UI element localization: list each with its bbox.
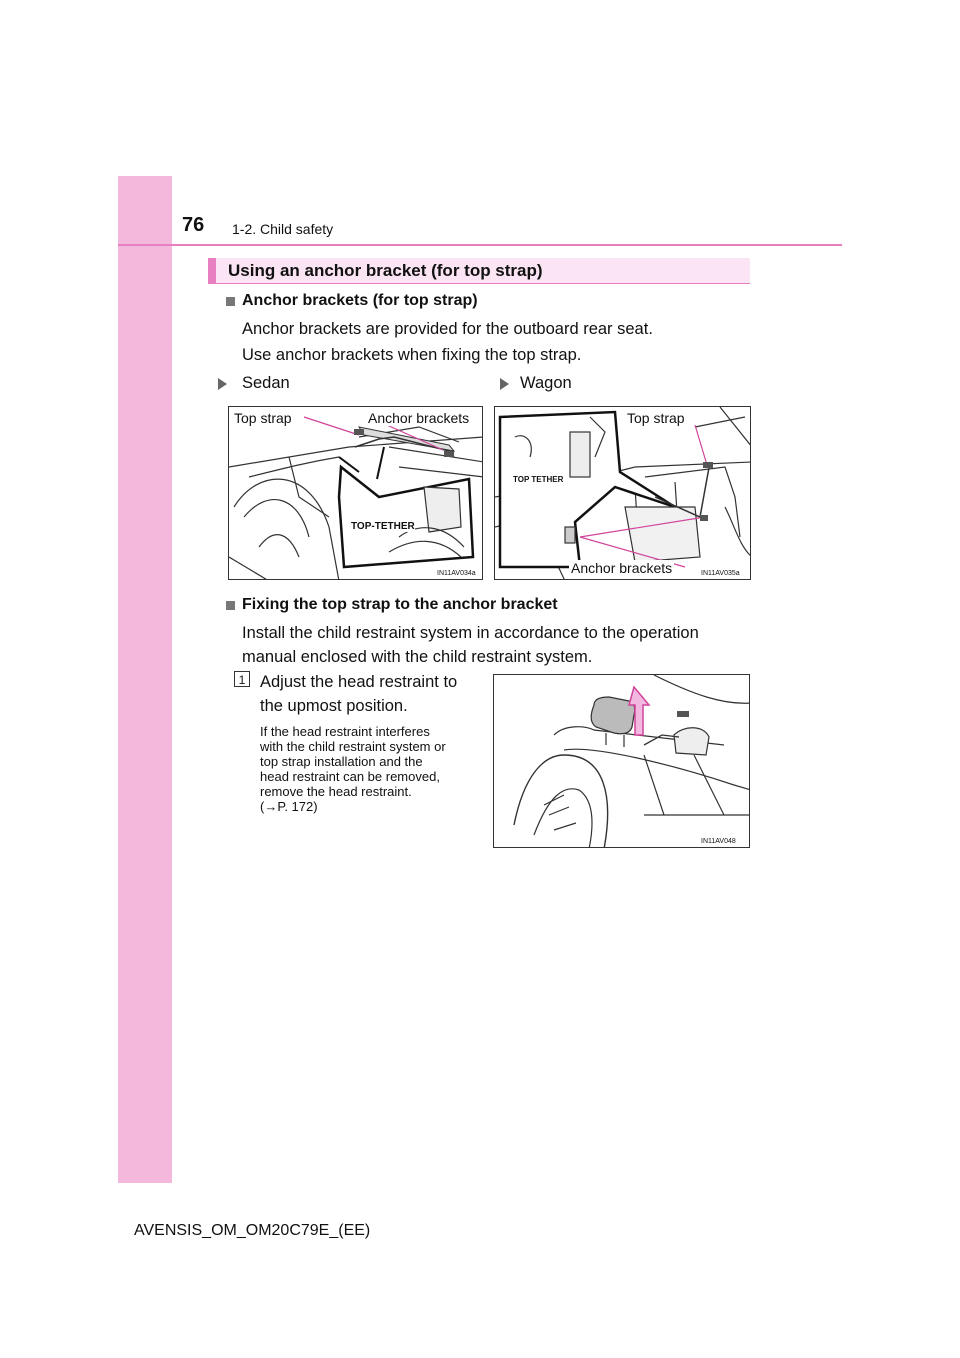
- fixing-text-line1: Install the child restraint system in accordance to the operation: [242, 624, 699, 642]
- wagon-anchor-figure: [494, 406, 751, 580]
- section-heading: [208, 258, 750, 284]
- step1-text-line1: Adjust the head restraint to: [260, 673, 458, 691]
- page-number: 76: [182, 214, 205, 236]
- head-restraint-figure-code: IN11AV048: [701, 838, 736, 845]
- variant-wagon: Wagon: [520, 374, 572, 392]
- page-sidebar: [118, 176, 172, 1183]
- triangle-bullet-icon: [218, 378, 227, 390]
- bullet-square-icon: [226, 297, 235, 306]
- head-restraint-figure: [493, 674, 750, 848]
- wagon-label-anchor-brackets: Anchor brackets: [571, 560, 673, 576]
- step1-note-line2: with the child restraint system or: [260, 739, 446, 754]
- anchor-subheading: Anchor brackets (for top strap): [242, 292, 478, 309]
- fixing-subheading: Fixing the top strap to the anchor bracket: [242, 596, 558, 613]
- step1-note-page-reference: (→P. 172): [260, 799, 318, 814]
- head-restraint-illustration: [494, 675, 750, 848]
- footer-doc-code: AVENSIS_OM_OM20C79E_(EE): [134, 1222, 371, 1239]
- step1-note-line1: If the head restraint interferes: [260, 724, 430, 739]
- wagon-figure-code: IN11AV035a: [701, 570, 740, 577]
- sedan-anchor-figure: [228, 406, 483, 580]
- anchor-text-line2: Use anchor brackets when fixing the top strap.: [242, 346, 582, 364]
- sedan-illustration: [229, 407, 483, 580]
- anchor-text-line1: Anchor brackets are provided for the outboard rear seat.: [242, 320, 653, 338]
- step1-text-line2: the upmost position.: [260, 697, 408, 715]
- sedan-label-anchor-brackets: Anchor brackets: [368, 410, 470, 426]
- wagon-tether-tag: TOP TETHER: [513, 475, 564, 484]
- step1-note-line4: head restraint can be removed,: [260, 769, 440, 784]
- triangle-bullet-icon: [500, 378, 509, 390]
- fixing-text-line2: manual enclosed with the child restraint system.: [242, 648, 593, 666]
- section-title: 1-2. Child safety: [232, 221, 334, 237]
- sedan-label-top-strap: Top strap: [234, 410, 292, 426]
- header-rule: [118, 244, 842, 246]
- variant-sedan: Sedan: [242, 374, 290, 392]
- section-heading-text: Using an anchor bracket (for top strap): [228, 261, 543, 280]
- sedan-tether-tag: TOP-TETHER: [351, 521, 415, 532]
- wagon-label-top-strap: Top strap: [627, 410, 685, 426]
- bullet-square-icon: [226, 601, 235, 610]
- wagon-illustration: [495, 407, 751, 580]
- step-number: 1: [234, 671, 250, 687]
- step1-note-line3: top strap installation and the: [260, 754, 423, 769]
- step1-note-line5: remove the head restraint.: [260, 784, 412, 799]
- sedan-figure-code: IN11AV034a: [437, 570, 476, 577]
